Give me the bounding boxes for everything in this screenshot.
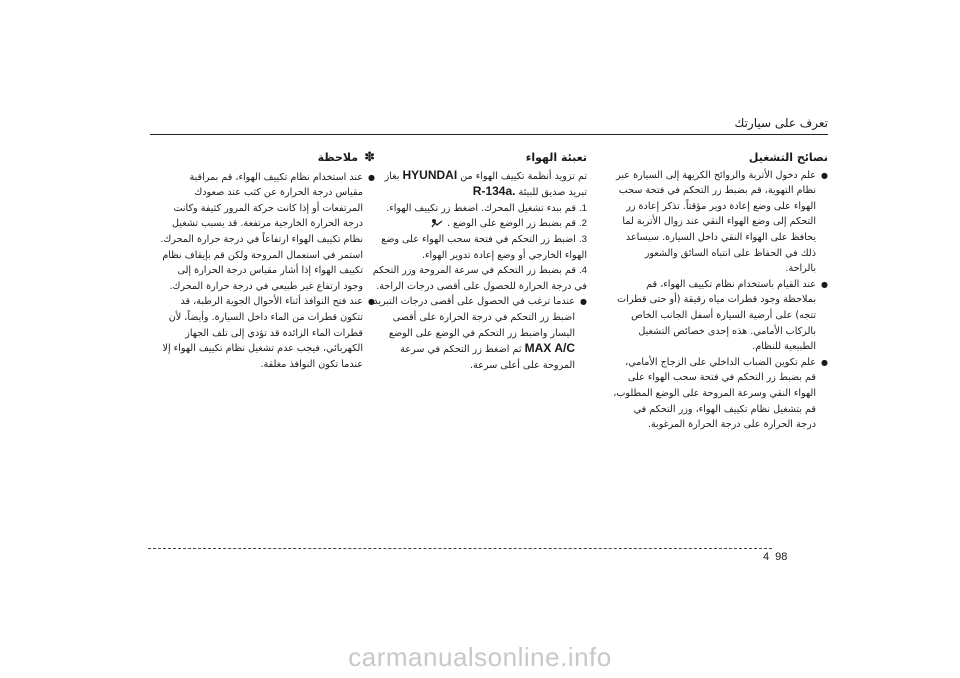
section-title: تعرف على سيارتك: [734, 116, 828, 130]
note-column: [160, 150, 375, 372]
ac-label: A/C: [554, 341, 575, 356]
max-label: MAX: [524, 341, 552, 356]
intro-after: بغاز تبريد صديق للبيئة: [384, 170, 587, 199]
page-number-value: 98: [775, 551, 788, 563]
step-4: 4. قم بضبط زر التحكم في سرعة المروحة وزر التحكم في درجة الحرارة للحصول على أقصى درجات الراحة.: [372, 265, 587, 292]
note-windows-bullet: ● عند فتح النوافذ أثناء الأحوال الجوية الرطبة، قد تتكون قطرات من الماء داخل السيارة. وأيضاً، لأن قطرات الماء الزائدة قد تؤدي إلى تلف الجهاز الكهربائي، فيجب عدم تشغيل نظام تكييف الهواء إلا عندما تكون النوافذ مغلقة.: [160, 294, 375, 372]
page-number: [763, 551, 787, 563]
tip-fog-bullet: ● علم تكوين الضباب الداخلي على الزجاج الأمامي، قم بضبط زر التحكم في فتحة سحب الهواء على الهواء النقي وسرعة المروحة على الوضع المطلوب، قم بتشغيل نظام تكييف الهواء، وزر التحكم في درجة الحرارة على درجة الحرارة المرغوبة.: [613, 355, 828, 433]
intro-paragraph: [367, 168, 587, 201]
step-2: 2. قم بضبط زر الوضع على الوضع .: [367, 216, 587, 232]
footer-divider: [148, 548, 772, 549]
note-label: ملاحظة: [317, 151, 359, 164]
note-star-icon: ✽: [364, 150, 375, 165]
max-cooling-bullet: ● عندما ترغب في الحصول على أقصى درجات التبريد، اضبط زر التحكم في درجة الحرارة على أقصى اليسار واضبط زر التحكم في الوضع على الوضع MAX A/C ثم اضغط زر التحكم في سرعة المروحة على أعلى سرعة.: [367, 294, 587, 373]
note-temperature-bullet: ● عند استخدام نظام تكييف الهواء، قم بمراقبة مقياس درجة الحرارة عن كثب عند صعودك المرتفعات أو إذا كانت حركة المرور كثيفة وكانت درجة الحرارة الخارجية مرتفعة. قد يسبب تشغيل نظام تكييف الهواء ارتفاعاً في درجة حرارة المحرك. استمر في استعمال المروحة ولكن قم بإيقاف نظام تكييف الهواء إذا أشار مقياس درجة الحرارة إلى وجود ارتفاع غير طبيعي في درجة حرارة المحرك.: [160, 170, 375, 295]
air-fill-column: [367, 150, 587, 373]
tips-heading: نصائح التشغيل: [748, 151, 828, 164]
air-fill-heading: تعبئة الهواء: [525, 151, 587, 164]
brand-name: HYUNDAI: [402, 167, 458, 182]
step-3: 3. اضبط زر التحكم في فتحة سحب الهواء على وضع الهواء الخارجي أو وضع إعادة تدوير الهواء.: [381, 233, 587, 261]
refrigerant-code: R-134a.: [472, 184, 516, 199]
tips-column: [613, 150, 828, 433]
intro-before: تم تزويد أنظمة تكييف الهواء من: [460, 170, 587, 182]
mode-face-icon: [430, 218, 444, 228]
watermark: carmanualsonline.info: [348, 642, 612, 672]
step-1: 1. قم ببدء تشغيل المحرك. اضغط زر تكييف الهواء.: [386, 202, 587, 214]
note-header: [160, 150, 375, 166]
chapter-number: 4: [763, 551, 770, 563]
tip-dust-bullet: ● علم دخول الأتربة والروائح الكريهة إلى السيارة عبر نظام التهوية، قم بضبط زر التحكم في فتحة سحب الهواء على وضع إعادة دوير مؤقتاً. تذكر إعادة زر التحكم إلى وضع الهواء النقي عند زوال الأتربة لما يحافظ على الهواء النقي داخل السيارة. سيساعد ذلك في الحفاظ على انتباه السائق والشعور بالراحة.: [613, 168, 828, 277]
header-divider: [150, 134, 828, 135]
tip-condensation-bullet: ● عند القيام باستخدام نظام تكييف الهواء، قم بملاحظة وجود قطرات مياه رقيقة (أو حتى قطرات تتجه) على أرضية السيارة أسفل الجانب الخاص بالركاب الأمامي. هذه إحدى خصائص التشغيل الطبيعية للنظام.: [613, 277, 828, 355]
